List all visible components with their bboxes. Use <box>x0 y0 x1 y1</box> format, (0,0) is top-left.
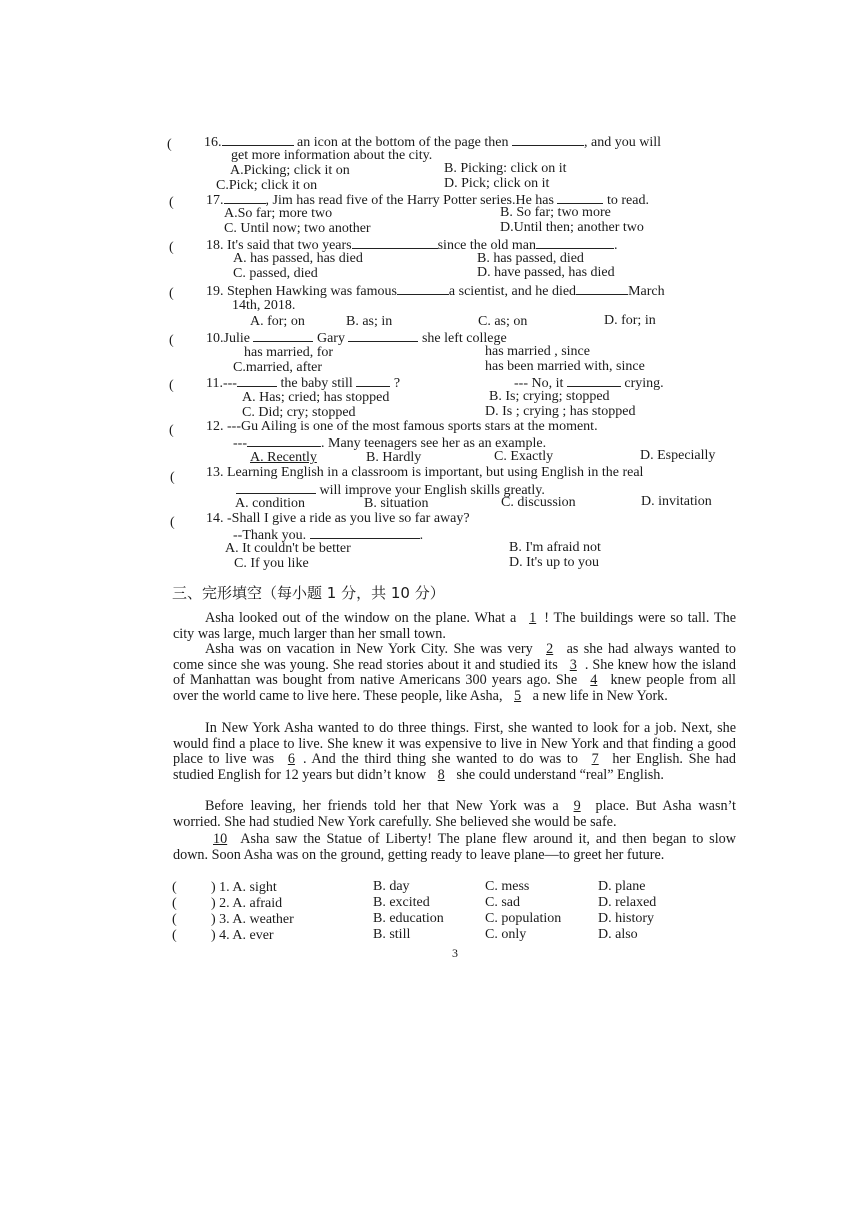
cloze-1-option-a: ) 1. A. sight <box>211 880 277 895</box>
option-c: C. as; on <box>478 314 528 329</box>
passage-paragraph-5: 10 Asha saw the Statue of Liberty! The plane flew around it, and then began to slow down. Soon Asha was on the ground, getting ready to leave plane—to greet her future. <box>173 831 736 863</box>
answer-paren: ( <box>169 240 174 255</box>
passage-paragraph-4: Before leaving, her friends told her that New York was a 9 place. But Asha wasn’t worried. She had studied New York carefully. She believed she would be safe. <box>173 798 736 830</box>
option-c: C. discussion <box>501 495 576 510</box>
option-c: C. Exactly <box>494 449 554 464</box>
answer-paren: ( <box>170 515 175 530</box>
question-16-stem: 16. an icon at the bottom of the page then , and you will <box>204 135 661 150</box>
question-16-stem-cont: get more information about the city. <box>231 148 433 163</box>
option-c: C. Did; cry; stopped <box>242 405 356 420</box>
answer-paren: ( <box>172 896 177 911</box>
option-a: A. condition <box>235 496 305 511</box>
cloze-1-option-d: D. plane <box>598 879 646 894</box>
option-d: D. Especially <box>640 448 716 463</box>
answer-paren: ( <box>169 423 174 438</box>
option-b: B. Is; crying; stopped <box>489 389 610 404</box>
answer-paren: ( <box>172 928 177 943</box>
option-b: B. as; in <box>346 314 393 329</box>
question-19-stem: 19. Stephen Hawking was famous a scientist, and he died March <box>206 284 665 299</box>
question-12-stem: 12. ---Gu Ailing is one of the most famous sports stars at the moment. <box>206 419 598 434</box>
option-d: D. It's up to you <box>509 555 600 570</box>
option-b: B. has passed, died <box>477 251 584 266</box>
option-b: has married , since <box>485 344 590 359</box>
cloze-3-option-d: D. history <box>598 911 654 926</box>
question-14-stem: 14. -Shall I give a ride as you live so far away? <box>206 511 470 526</box>
answer-paren: ( <box>169 195 174 210</box>
cloze-2-option-b: B. excited <box>373 895 430 910</box>
cloze-3-option-b: B. education <box>373 911 444 926</box>
option-a: A. It couldn't be better <box>225 541 351 556</box>
passage-paragraph-1: Asha looked out of the window on the plane. What a 1 ! The buildings were so tall. The city was large, much larger than her small town. <box>173 610 736 642</box>
option-a: A. Recently <box>250 450 317 465</box>
page-number: 3 <box>452 946 458 960</box>
cloze-2-option-c: C. sad <box>485 895 520 910</box>
question-18-stem: 18. It's said that two years since the old man . <box>206 238 618 253</box>
option-b: B. So far; two more <box>500 205 611 220</box>
question-14-stem-cont: --Thank you. . <box>233 528 424 543</box>
question-12-stem-cont: --- . Many teenagers see her as an example. <box>233 436 547 451</box>
option-a: A. Has; cried; has stopped <box>242 390 390 405</box>
cloze-3-option-c: C. population <box>485 911 562 926</box>
question-19-stem-cont: 14th, 2018. <box>232 298 296 313</box>
option-c: C. Until now; two another <box>224 221 371 236</box>
option-d: D. Pick; click on it <box>444 176 550 191</box>
option-b: B. I'm afraid not <box>509 540 601 555</box>
question-13-stem: 13. Learning English in a classroom is important, but using English in the real <box>206 465 644 480</box>
option-d: D.Until then; another two <box>500 220 644 235</box>
option-c: C.married, after <box>233 360 323 375</box>
option-a: A. has passed, has died <box>233 251 363 266</box>
option-a: A.Picking; click it on <box>230 163 350 178</box>
question-17-stem: 17. , Jim has read five of the Harry Potter series.He has to read. <box>206 193 649 208</box>
cloze-4-option-c: C. only <box>485 927 527 942</box>
question-10-stem: 10.Julie Gary she left college <box>206 331 507 346</box>
option-d: D. invitation <box>641 494 712 509</box>
cloze-1-option-b: B. day <box>373 879 410 894</box>
option-d: has been married with, since <box>485 359 645 374</box>
cloze-3-option-a: ) 3. A. weather <box>211 912 294 927</box>
cloze-2-option-d: D. relaxed <box>598 895 657 910</box>
cloze-4-option-b: B. still <box>373 927 411 942</box>
option-c: C.Pick; click it on <box>216 178 318 193</box>
passage-paragraph-2: Asha was on vacation in New York City. She was very 2 as she had always wanted to come since she was young. She read stories about it and studied its 3 . She knew how the island of Manhattan was bought from native Americans 300 years ago. She 4 knew people from all over the world came to live here. These people, like Asha, 5 a new life in New York. <box>173 641 736 705</box>
option-c: C. passed, died <box>233 266 318 281</box>
option-b: B. situation <box>364 496 429 511</box>
passage-paragraph-3: In New York Asha wanted to do three things. First, she wanted to look for a job. Next, she would find a place to live. She knew it was expensive to live in New York and that finding a good place to live was 6 . And the third thing she wanted to do was to 7 her English. She had studied English for 12 years but didn’t know 8 she could understand “real” English. <box>173 720 736 784</box>
answer-paren: ( <box>169 333 174 348</box>
option-c: C. If you like <box>234 556 309 571</box>
option-b: B. Hardly <box>366 450 422 465</box>
option-d: D. Is ; crying ; has stopped <box>485 404 636 419</box>
question-11-answer-line: --- No, it crying. <box>514 376 664 391</box>
option-b: B. Picking: click on it <box>444 161 567 176</box>
section-title: 三、完形填空（每小题 1 分，共 10 分） <box>172 584 445 602</box>
question-13-stem-cont: will improve your English skills greatly. <box>236 481 545 499</box>
answer-paren: ( <box>169 286 174 301</box>
option-a: A.So far; more two <box>224 206 333 221</box>
answer-paren: ( <box>169 378 174 393</box>
answer-paren: ( <box>172 912 177 927</box>
option-a: A. for; on <box>250 314 305 329</box>
cloze-4-option-d: D. also <box>598 927 638 942</box>
answer-paren: ( <box>167 137 172 152</box>
answer-paren: ( <box>172 880 177 895</box>
question-11-stem: 11.--- the baby still ? <box>206 376 401 391</box>
cloze-1-option-c: C. mess <box>485 879 530 894</box>
answer-paren: ( <box>170 470 175 485</box>
cloze-2-option-a: ) 2. A. afraid <box>211 896 283 911</box>
option-a: has married, for <box>244 345 334 360</box>
cloze-4-option-a: ) 4. A. ever <box>211 928 274 943</box>
option-d: D. for; in <box>604 313 656 328</box>
option-d: D. have passed, has died <box>477 265 615 280</box>
